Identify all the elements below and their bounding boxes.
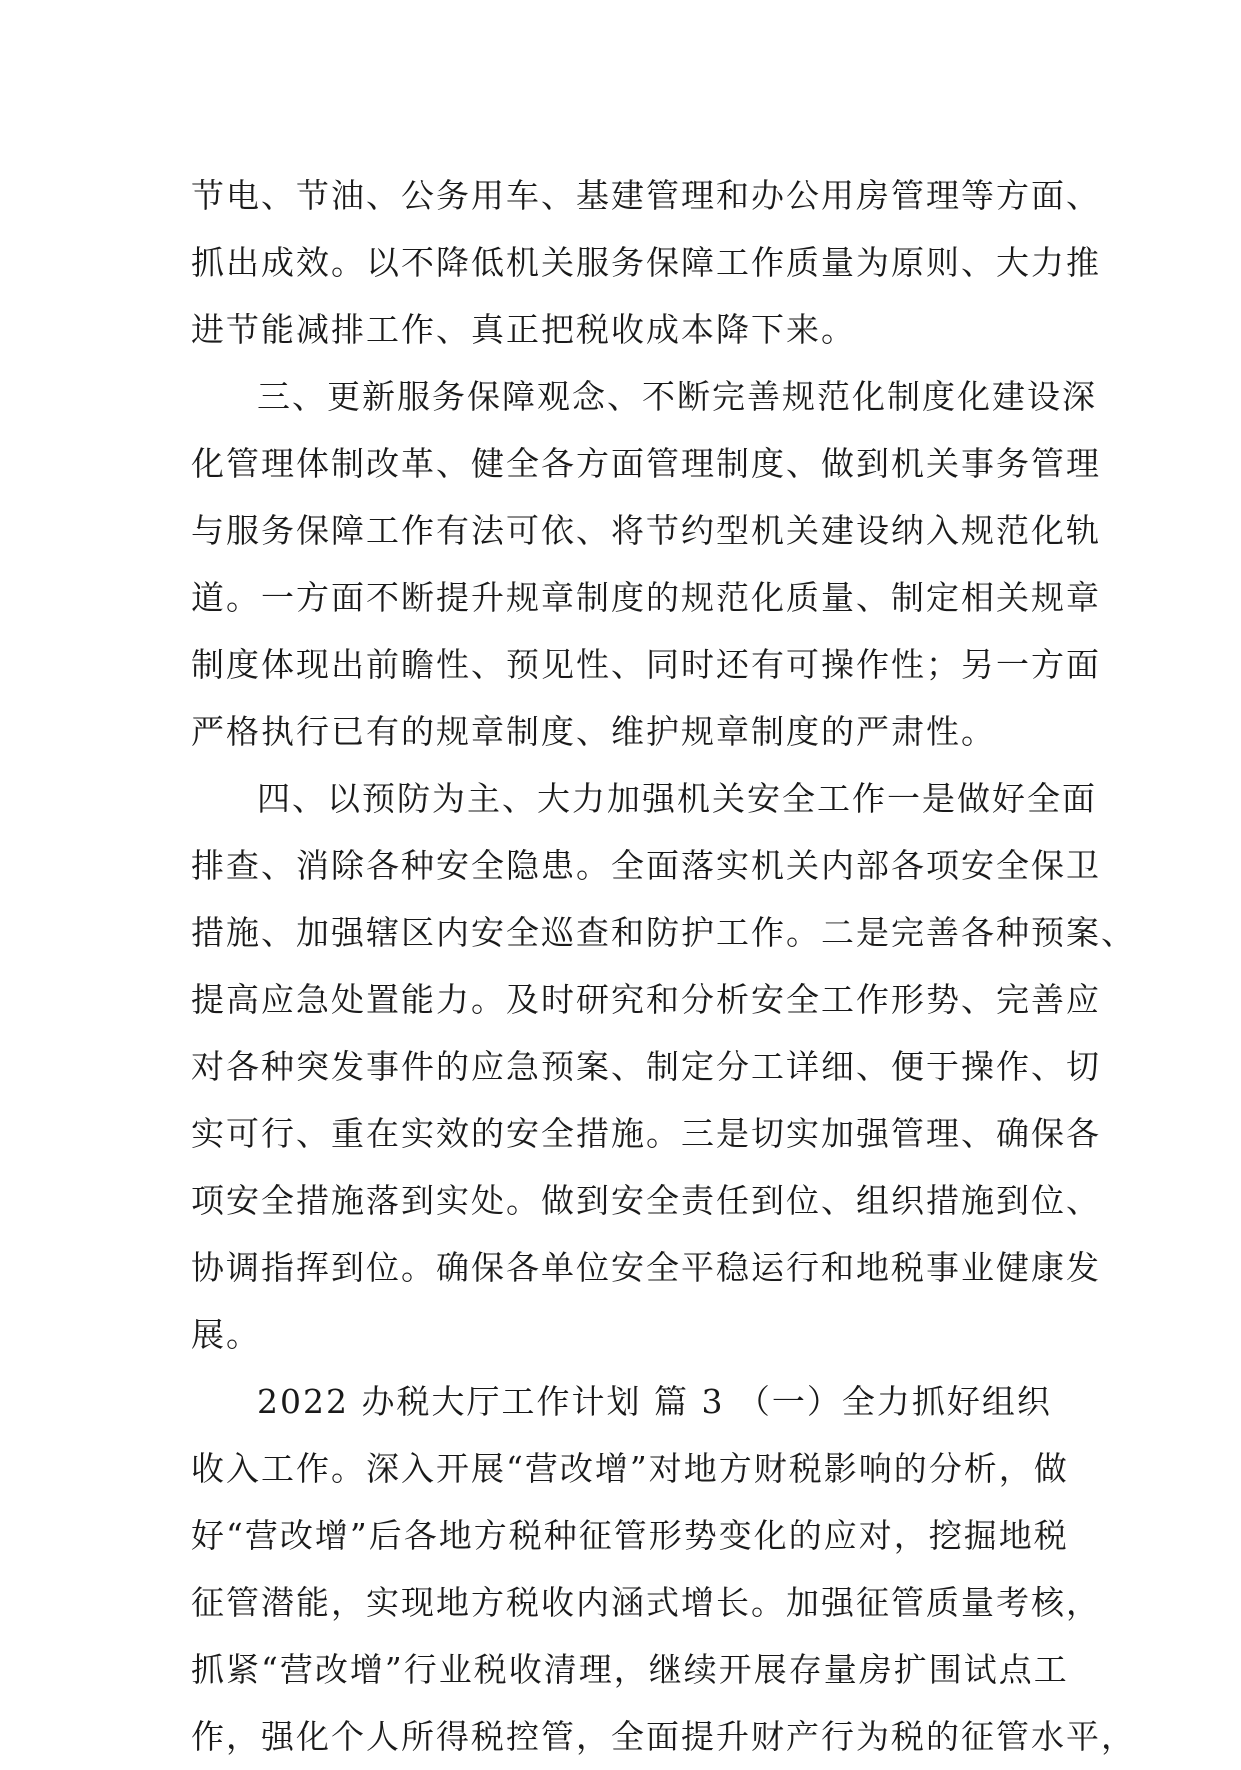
text-line: 协调指挥到位。确保各单位安全平稳运行和地税事业健康发 xyxy=(191,1248,1101,1287)
text-line: 排查、消除各种安全隐患。全面落实机关内部各项安全保卫 xyxy=(191,846,1101,885)
paragraph-heading-three: 三、更新服务保障观念、不断完善规范化制度化建设深 xyxy=(257,377,1097,416)
text-line: 严格执行已有的规章制度、维护规章制度的严肃性。 xyxy=(191,712,996,751)
text-line: 进节能减排工作、真正把税收成本降下来。 xyxy=(191,310,856,349)
document-body xyxy=(191,162,1136,1770)
text-line: 与服务保障工作有法可依、将节约型机关建设纳入规范化轨 xyxy=(191,511,1101,550)
text-line: 道。一方面不断提升规章制度的规范化质量、制定相关规章 xyxy=(191,578,1101,617)
text-line: 好“营改增”后各地方税种征管形势变化的应对，挖掘地税 xyxy=(191,1516,1069,1555)
text-line: 征管潜能，实现地方税收内涵式增长。加强征管质量考核， xyxy=(191,1583,1101,1622)
text-line: 实可行、重在实效的安全措施。三是切实加强管理、确保各 xyxy=(191,1114,1101,1153)
text-line: 项安全措施落到实处。做到安全责任到位、组织措施到位、 xyxy=(191,1181,1101,1220)
text-line: 制度体现出前瞻性、预见性、同时还有可操作性；另一方面 xyxy=(191,645,1101,684)
text-line: 抓紧“营改增”行业税收清理，继续开展存量房扩围试点工 xyxy=(191,1650,1069,1689)
text-line: 措施、加强辖区内安全巡查和防护工作。二是完善各种预案、 xyxy=(191,913,1136,952)
section-heading-plan: 2022 办税大厅工作计划 篇 3 （一）全力抓好组织 xyxy=(257,1382,1052,1421)
text-line: 作，强化个人所得税控管，全面提升财产行为税的征管水平， xyxy=(191,1717,1136,1756)
text-line: 节电、节油、公务用车、基建管理和办公用房管理等方面、 xyxy=(191,176,1101,215)
text-line: 对各种突发事件的应急预案、制定分工详细、便于操作、切 xyxy=(191,1047,1101,1086)
text-line: 展。 xyxy=(191,1315,261,1354)
text-line: 收入工作。深入开展“营改增”对地方财税影响的分析，做 xyxy=(191,1449,1069,1488)
text-line: 抓出成效。以不降低机关服务保障工作质量为原则、大力推 xyxy=(191,243,1101,282)
text-line: 提高应急处置能力。及时研究和分析安全工作形势、完善应 xyxy=(191,980,1101,1019)
paragraph-heading-four: 四、以预防为主、大力加强机关安全工作一是做好全面 xyxy=(257,779,1097,818)
text-line: 化管理体制改革、健全各方面管理制度、做到机关事务管理 xyxy=(191,444,1101,483)
